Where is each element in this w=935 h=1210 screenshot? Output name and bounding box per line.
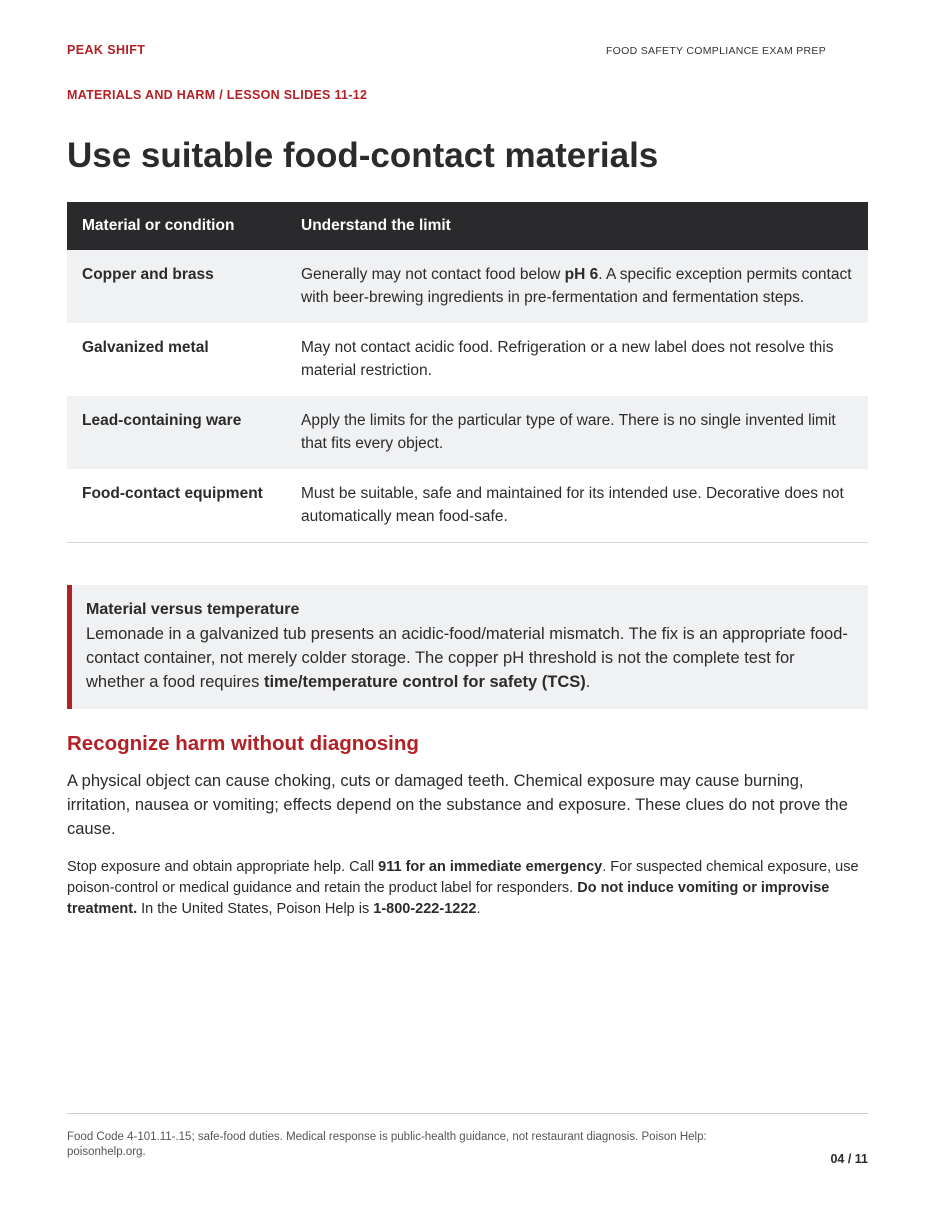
brand-name: PEAK SHIFT	[67, 43, 146, 57]
action-text: . For suspected chemical exposure, use poison-control or medical guidance and retain the product label for responders.	[67, 859, 859, 896]
callout-text-part: .	[585, 673, 591, 691]
callout-title: Material versus temperature	[86, 601, 300, 618]
callout-text-part: Lemonade in a galvanized tub presents an acidic-food/material mismatch. The fix is an appropriate food-contact container, not merely colder storage. The copper pH threshold is not the complete test for whether a food requires	[86, 625, 848, 691]
footer-divider	[67, 1113, 868, 1114]
poison-help-number: 1-800-222-1222	[373, 901, 477, 917]
warning-emphasis: Do not induce vomiting or improvise treatment.	[67, 880, 830, 917]
action-text: In the United States, Poison Help is	[137, 901, 374, 917]
action-text: .	[476, 901, 481, 917]
limit-cell	[286, 250, 868, 323]
callout-emphasis: time/temperature control for safety (TCS)	[263, 673, 586, 691]
table-header-row	[67, 202, 868, 250]
breadcrumb: MATERIALS AND HARM / LESSON SLIDES 11-12	[67, 88, 368, 102]
document-title: FOOD SAFETY COMPLIANCE EXAM PREP	[605, 45, 826, 57]
table-row	[67, 323, 868, 396]
action-text: Stop exposure and obtain appropriate help. Call	[67, 859, 379, 875]
material-cell: Food-contact equipment	[67, 469, 286, 543]
limit-cell: May not contact acidic food. Refrigeration or a new label does not resolve this material restriction.	[301, 339, 834, 379]
limit-text: Generally may not contact food below	[301, 266, 565, 283]
limit-cell: Apply the limits for the particular type of ware. There is no single invented limit that fits every object.	[286, 396, 868, 469]
material-cell: Lead-containing ware	[67, 396, 286, 469]
materials-table	[67, 202, 868, 543]
footer-note: Food Code 4-101.11-.15; safe-food duties. Medical response is public-health guidance, not restaurant diagnosis. Poison Help: poisonhelp.org.	[67, 1131, 707, 1158]
column-header-material: Material or condition	[67, 202, 286, 250]
material-cell: Copper and brass	[67, 250, 286, 323]
page	[67, 0, 868, 1210]
harm-paragraph: A physical object can cause choking, cuts or damaged teeth. Chemical exposure may cause burning, irritation, nausea or vomiting; effects depend on the substance and exposure. These clues do not prove the cause.	[67, 772, 848, 838]
table-row	[67, 396, 868, 469]
table-row	[67, 250, 868, 323]
section-heading: Recognize harm without diagnosing	[67, 732, 419, 755]
limit-cell: Must be suitable, safe and maintained for its intended use. Decorative does not automatically mean food-safe.	[286, 469, 868, 543]
callout-box	[67, 585, 868, 709]
column-header-limit: Understand the limit	[286, 202, 868, 250]
table-row	[67, 469, 868, 543]
limit-emphasis: pH 6	[564, 266, 599, 283]
callout-text	[86, 622, 854, 694]
material-cell: Galvanized metal	[82, 339, 209, 356]
page-number: 04 / 11	[830, 1152, 868, 1166]
emergency-number-emphasis: 911 for an immediate emergency	[378, 859, 603, 875]
limit-text: . A specific exception permits contact with beer-brewing ingredients in pre-fermentation and fermentation steps.	[301, 266, 852, 306]
action-paragraph	[67, 857, 868, 920]
page-title: Use suitable food-contact materials	[67, 136, 659, 175]
